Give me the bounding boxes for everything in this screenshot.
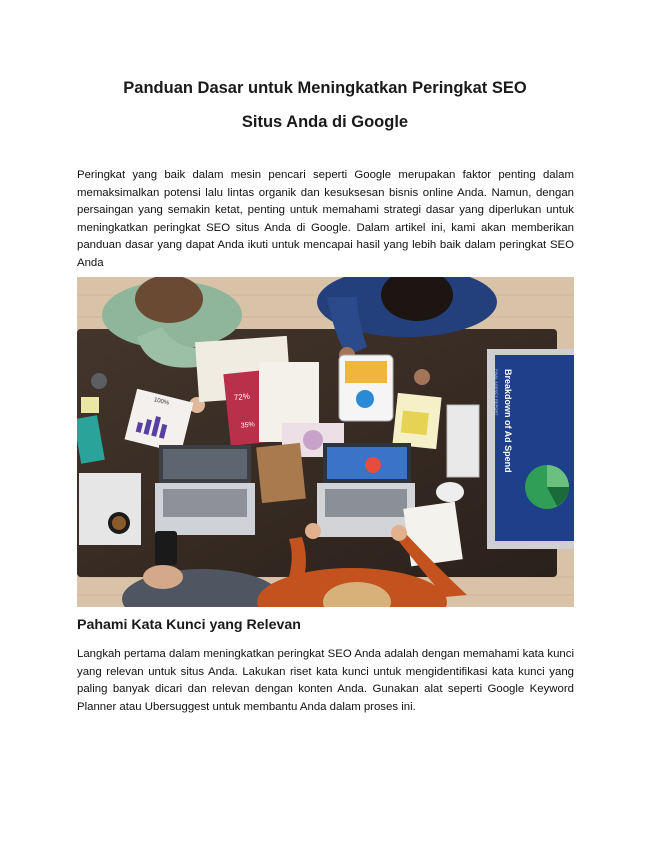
document-title-line-1: Panduan Dasar untuk Meningkatkan Peringkat SEO	[123, 79, 527, 97]
coffee-cup-top	[91, 373, 107, 389]
mouse	[436, 482, 464, 502]
intro-paragraph: Peringkat yang baik dalam mesin pencari seperti Google merupakan faktor penting dalam memaksimalkan potensi lalu lintas organik dan kesuksesan bisnis online Anda. Namun, dengan persaingan yang semakin ketat, penting untuk memahami strategi dasar yang diperlukan untuk meningkatkan peringkat SEO situs Anda di Google. Dalam artikel ini, kami akan memberikan panduan dasar yang dapat Anda ikuti untuk mencapai hasil yang lebih baik dalam peringkat SEO Anda	[77, 169, 574, 269]
section-heading: Pahami Kata Kunci yang Relevan	[77, 617, 301, 633]
report-percent: 72%	[233, 391, 251, 403]
laptop-center	[317, 443, 415, 537]
laptop-left	[155, 445, 255, 535]
sticky-small	[81, 397, 99, 413]
document-title-line-2: Situs Anda di Google	[241, 113, 409, 131]
team-meeting-photo	[77, 277, 574, 607]
report-percent-2: 35%	[240, 421, 256, 430]
monitor	[487, 349, 574, 549]
phone	[155, 531, 177, 565]
photo-illustration	[77, 277, 574, 607]
brown-notebook	[256, 443, 306, 503]
document-stack	[79, 473, 141, 545]
monitor-title: Breakdown of Ad Spend	[503, 369, 513, 473]
keyboard	[447, 405, 479, 477]
section-paragraph: Langkah pertama dalam meningkatkan peringkat SEO Anda adalah dengan memahami kata kunci yang relevan untuk situs Anda. Lakukan riset kata kunci untuk mengidentifikasi kata kunci yang paling banyak dicari dan relevan dengan konten Anda. Gunakan alat seperti Google Keyword Planner atau Ubersuggest untuk membantu Anda dalam proses ini.	[77, 648, 574, 713]
doc-percent: 100%	[153, 397, 170, 407]
monitor-subtitle: FINAL AGENCY REPORT	[494, 369, 499, 416]
